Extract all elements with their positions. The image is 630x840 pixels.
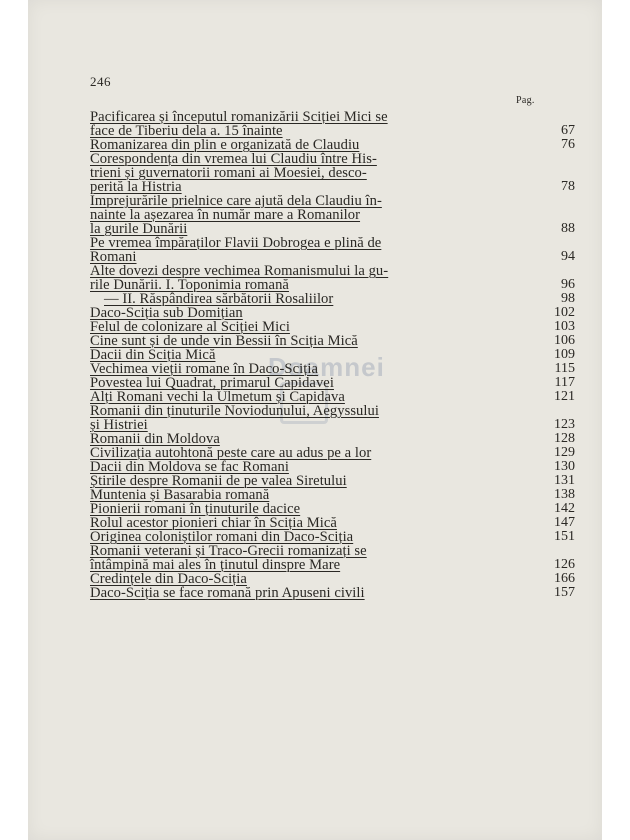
toc-entry-line: face de Tiberiu dela a. 15 înainte [90, 123, 283, 139]
toc-entry-page: 115 [554, 361, 575, 376]
toc-entry [90, 502, 575, 516]
toc-entry [90, 348, 575, 362]
toc-entry [90, 516, 575, 530]
toc-entry-line: Pionierii romani în ținuturile dacice [90, 501, 301, 517]
toc-entry-line: Felul de colonizare al Sciției Mici [90, 319, 290, 335]
toc-entry-page: 109 [554, 347, 575, 362]
toc-entry [90, 390, 575, 404]
toc-entry-page: 128 [554, 431, 575, 446]
toc-entry-page: 147 [554, 515, 575, 530]
toc-entry [90, 404, 575, 432]
toc-entry [90, 474, 575, 488]
toc-entry-line: Daco-Sciția se face romană prin Apuseni civili [90, 585, 365, 601]
toc-entry-line: Rolul acestor pionieri chiar în Sciția Mică [90, 515, 337, 531]
toc-entry-line: Originea coloniștilor romani din Daco-Sciția [90, 529, 354, 545]
page-number: 246 [90, 74, 111, 89]
page-column-label: Pag. [516, 95, 535, 106]
toc-entry [90, 236, 575, 264]
toc-entry-page: 138 [554, 487, 575, 502]
toc-entry-line: — II. Răspândirea sărbătorii Rosaliilor [104, 291, 334, 307]
toc-entry-page: 166 [554, 571, 575, 586]
toc-entry [90, 446, 575, 460]
toc-entry-page: 103 [554, 319, 575, 334]
toc-entry-page: 157 [554, 585, 575, 600]
toc-entry-page: 78 [561, 179, 575, 194]
toc-entry-line: nainte la așezarea în număr mare a Romanilor [90, 207, 361, 223]
toc-entry-page: 98 [561, 291, 575, 306]
toc-entry [90, 194, 575, 236]
toc-entry [90, 572, 575, 586]
book-page [28, 0, 602, 840]
toc-entry-line: perită la Histria [90, 179, 182, 195]
toc-entry-line: Dacii din Moldova se fac Romani [90, 459, 289, 475]
toc-entry-line: Romanii din ținuturile Noviodunului, Aegyssului [90, 403, 379, 419]
toc-entry [90, 586, 575, 600]
watermark-text: Doamnei [268, 352, 385, 382]
toc-entry-line: Dacii din Sciția Mică [90, 347, 216, 363]
toc-entry-line: Daco-Sciția sub Domițian [90, 305, 243, 321]
toc-entry-page: 130 [554, 459, 575, 474]
toc-entry-line: trieni și guvernatorii romani ai Moesiei, desco- [90, 165, 367, 181]
toc-entry-page: 102 [554, 305, 575, 320]
toc-entry [90, 362, 575, 376]
toc-entry [90, 488, 575, 502]
toc-entry-page: 117 [554, 375, 575, 390]
toc-entry-line: întâmpină mai ales în ținutul dinspre Mare [90, 557, 341, 573]
toc-entry-page: 129 [554, 445, 575, 460]
toc-entry-page: 67 [561, 123, 575, 138]
toc-entry [90, 110, 575, 138]
toc-entry-line: Povestea lui Quadrat, primarul Capidavei [90, 375, 334, 391]
toc-entry-line: Muntenia și Basarabia romană [90, 487, 270, 503]
toc-entry-line: Cine sunt și de unde vin Bessii în Sciția Mică [90, 333, 358, 349]
toc-entry-page: 123 [554, 417, 575, 432]
toc-entry [90, 306, 575, 320]
toc-entry-line: Imprejurările prielnice care ajută dela Claudiu în- [90, 193, 382, 209]
toc-entry [90, 152, 575, 194]
toc-entry-page: 151 [554, 529, 575, 544]
toc-entry-page: 121 [554, 389, 575, 404]
toc-entry-line: Alte dovezi despre vechimea Romanismului la gu- [90, 263, 389, 279]
toc-entry-line: și Histriei [90, 417, 148, 433]
toc-entry-line: Știrile despre Romanii de pe valea Siretului [90, 473, 347, 489]
toc-entry-page: 142 [554, 501, 575, 516]
toc-entry-page: 94 [561, 249, 575, 264]
toc-entry-line: Corespondența din vremea lui Claudiu între His- [90, 151, 377, 167]
toc-entry [90, 432, 575, 446]
toc-entry-line: rile Dunării. I. Toponimia romană [90, 277, 289, 293]
toc-entry [90, 292, 575, 306]
toc-entry-line: Romanizarea din plin e organizată de Claudiu [90, 137, 360, 153]
toc-entry-line: Pe vremea împăraților Flavii Dobrogea e plină de [90, 235, 382, 251]
toc-entry-line: la gurile Dunării [90, 221, 188, 237]
toc-entry-line: Credințele din Daco-Sciția [90, 571, 247, 587]
toc-entry [90, 530, 575, 544]
toc-entry [90, 334, 575, 348]
toc-entry-line: Romani [90, 249, 137, 265]
toc-entry-page: 131 [554, 473, 575, 488]
toc-entry-page: 96 [561, 277, 575, 292]
toc-entry [90, 544, 575, 572]
toc-entry-line: Pacificarea și începutul romanizării Sciției Mici se [90, 109, 388, 125]
toc-entry-line: Civilizația autohtonă peste care au adus pe a lor [90, 445, 372, 461]
toc-entry-page: 88 [561, 221, 575, 236]
toc-entry [90, 320, 575, 334]
toc-entry-line: Romanii veterani și Traco-Grecii romanizați se [90, 543, 367, 559]
toc-entry-line: Alți Romani vechi la Ulmetum și Capidava [90, 389, 345, 405]
toc-entry [90, 138, 575, 152]
toc-entry [90, 376, 575, 390]
toc-entry-line: Vechimea vieții romane în Daco-Sciția [90, 361, 318, 377]
toc-entry [90, 264, 575, 292]
toc-entry-page: 76 [561, 137, 575, 152]
toc-entry-line: Romanii din Moldova [90, 431, 220, 447]
toc-entry-page: 106 [554, 333, 575, 348]
table-of-contents [90, 110, 575, 600]
toc-entry [90, 460, 575, 474]
toc-entry-page: 126 [554, 557, 575, 572]
